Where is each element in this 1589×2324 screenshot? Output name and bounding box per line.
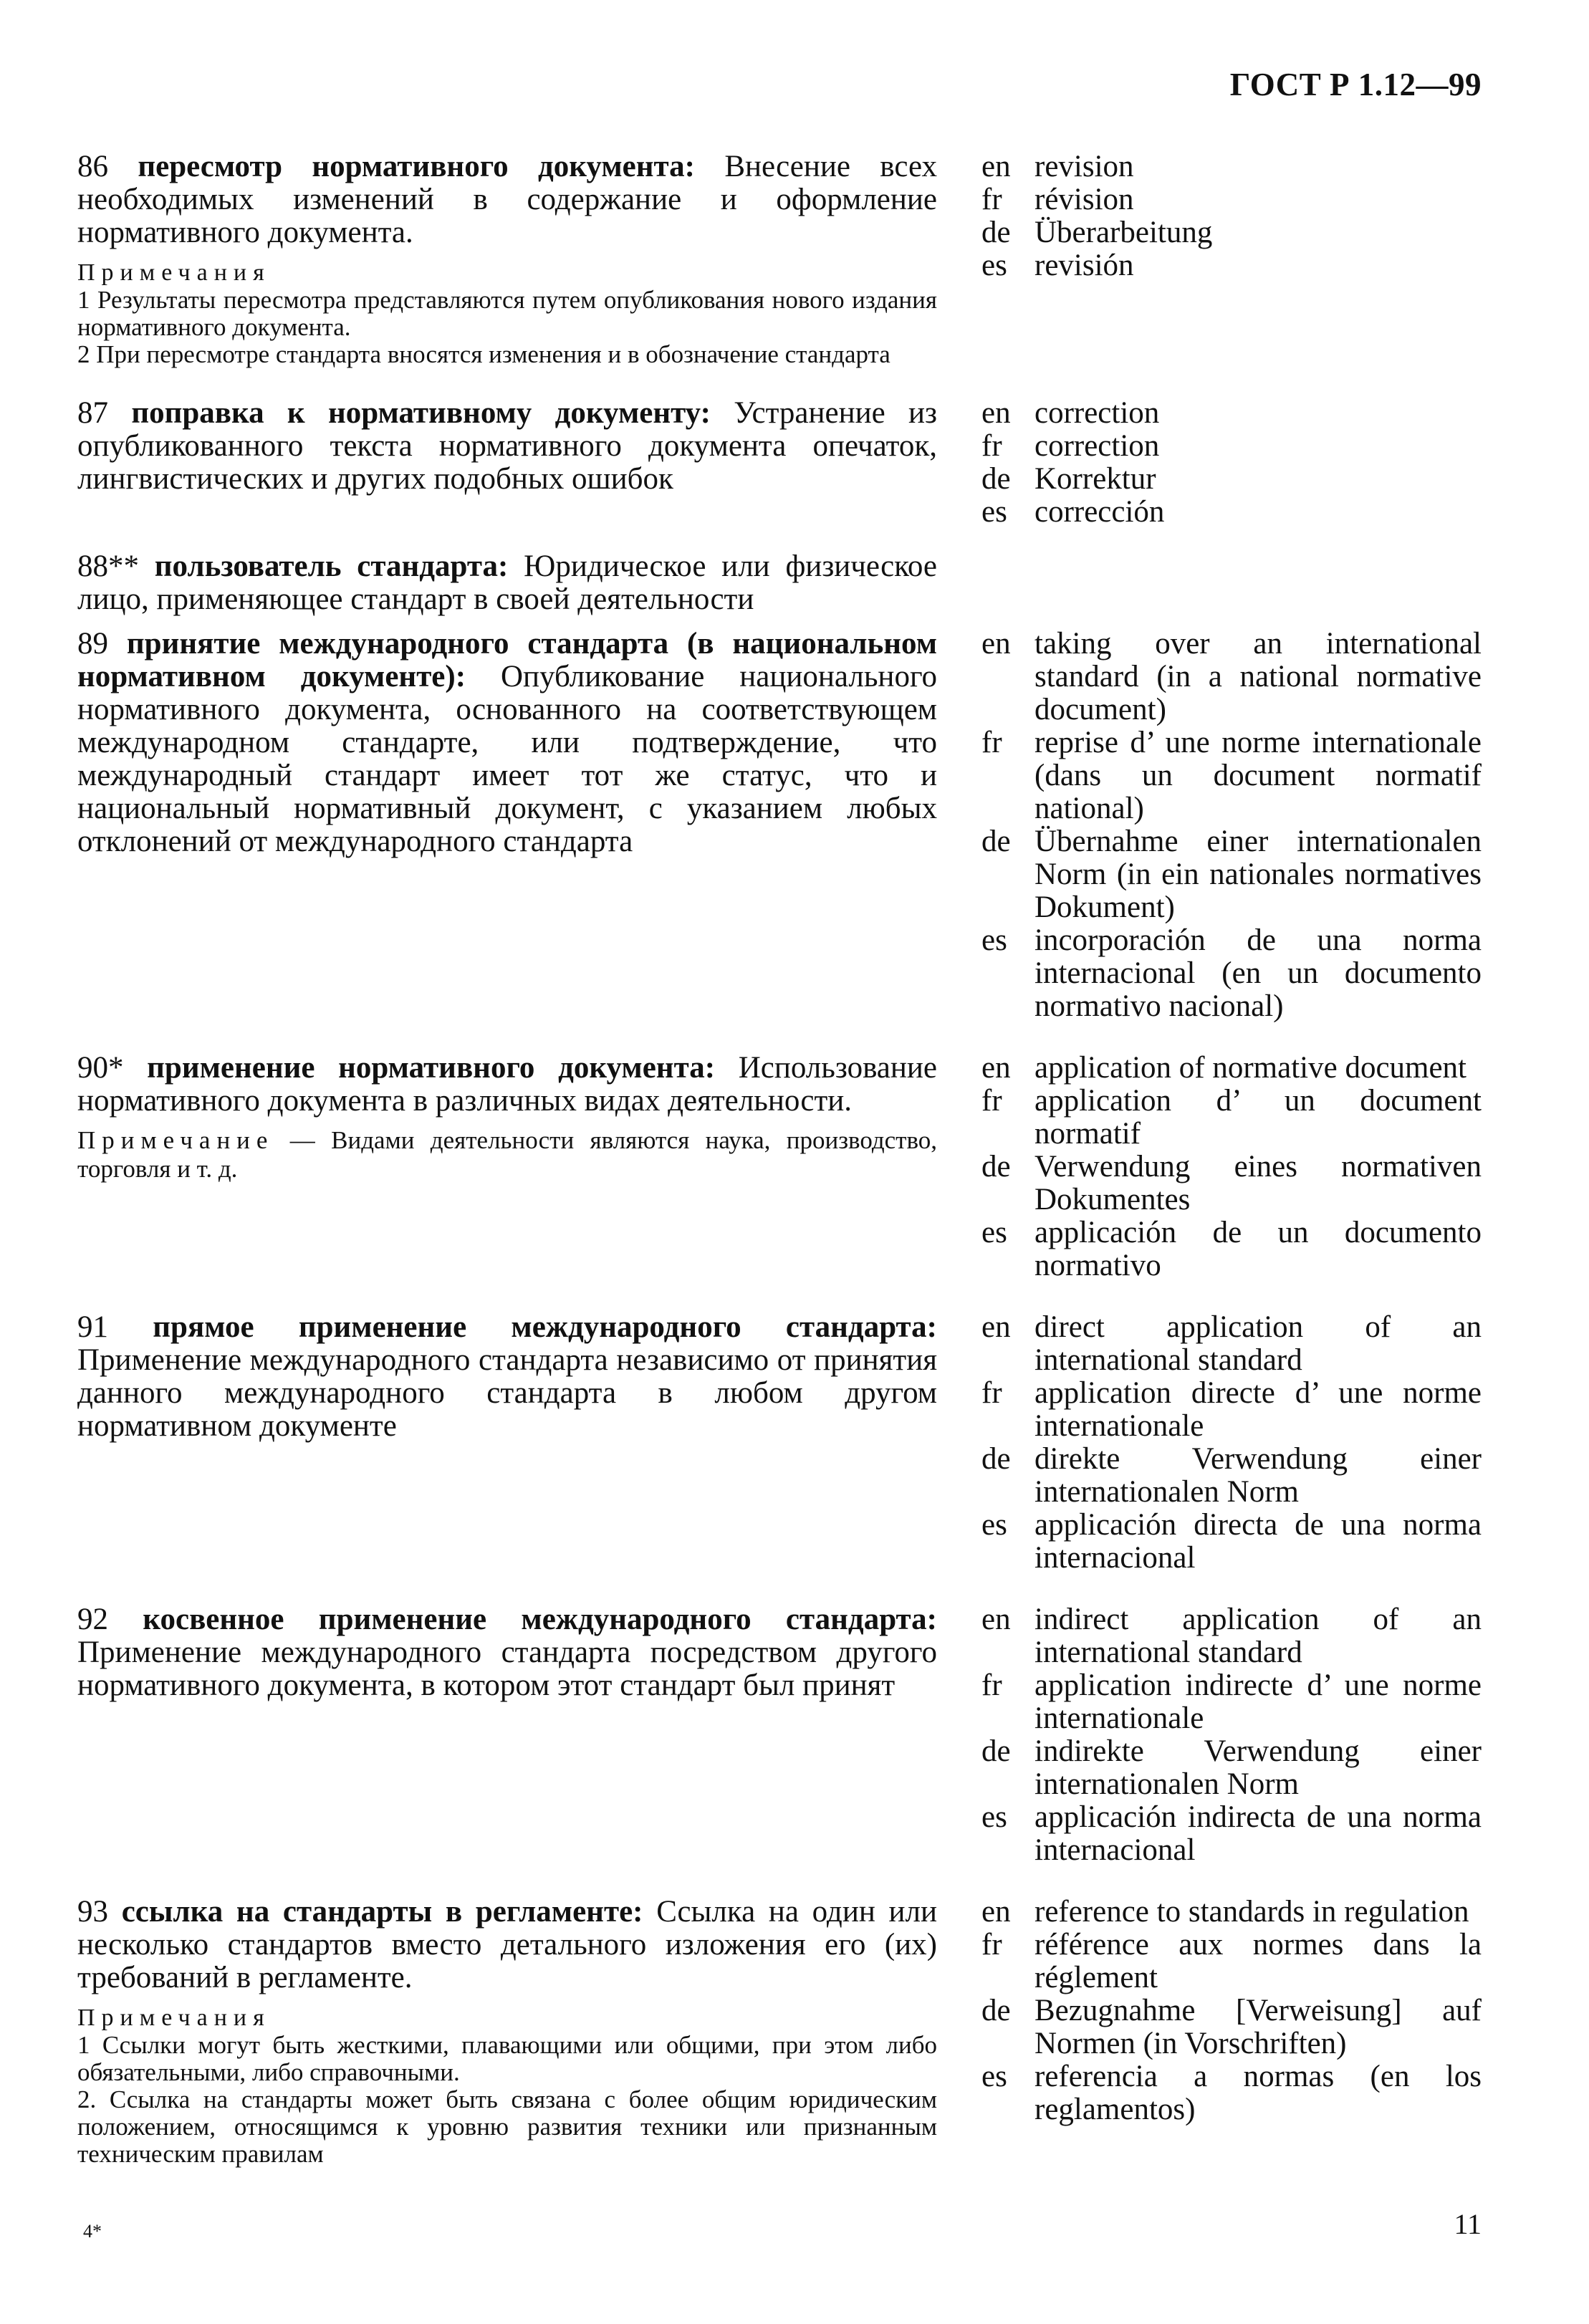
translation-de <box>981 1994 1482 2060</box>
translation-de <box>981 825 1482 924</box>
entry-russian <box>77 150 937 368</box>
lang-code: fr <box>981 429 1002 463</box>
translation-es <box>981 1801 1482 1867</box>
lang-code: es <box>981 2060 1007 2093</box>
lang-code: de <box>981 1734 1011 1768</box>
lang-code: es <box>981 1216 1007 1249</box>
translations <box>981 550 1482 616</box>
lang-code: de <box>981 1994 1011 2027</box>
translation-text: Verwendung eines normativen Dokumentes <box>1034 1150 1482 1216</box>
term-definition <box>77 550 937 616</box>
lang-code: es <box>981 923 1007 957</box>
lang-code: en <box>981 1051 1011 1085</box>
translation-text: incorporación de una norma internacional (en un documento normativo nacional) <box>1034 923 1482 1023</box>
translation-fr <box>981 1085 1482 1151</box>
translation-text: referencia a normas (en los reglamentos) <box>1034 2060 1482 2126</box>
translation-de <box>981 1735 1482 1801</box>
translation-text: revision <box>1034 150 1134 183</box>
note <box>77 1126 937 1183</box>
translation-text: correction <box>1034 429 1160 463</box>
term-number: 87 <box>77 396 108 430</box>
term-number: 93 <box>77 1895 108 1929</box>
lang-code: fr <box>981 1668 1002 1702</box>
entry-91 <box>77 1311 1482 1575</box>
translation-es <box>981 249 1482 282</box>
term-name: косвенное применение международного стандарта: <box>143 1603 938 1636</box>
term-number: 91 <box>77 1310 108 1344</box>
translation-text: reprise d’ une norme internationale (dans un document normatif national) <box>1034 726 1482 825</box>
lang-code: de <box>981 825 1011 858</box>
lang-code: es <box>981 495 1007 529</box>
entry-86 <box>77 150 1482 368</box>
entry-russian <box>77 397 937 529</box>
translation-text: reference to standards in regulation <box>1034 1895 1469 1929</box>
lang-code: en <box>981 1895 1011 1929</box>
translation-en <box>981 1311 1482 1377</box>
translation-fr <box>981 1929 1482 1994</box>
translation-fr <box>981 1377 1482 1443</box>
translation-text: Korrektur <box>1034 462 1156 496</box>
lang-code: de <box>981 462 1011 496</box>
translation-text: taking over an international standard (in a national normative document) <box>1034 627 1482 726</box>
document-code: ГОСТ Р 1.12—99 <box>1229 67 1482 102</box>
translation-text: applicación de un documento normativo <box>1034 1216 1482 1282</box>
translation-text: application indirecte d’ une norme internationale <box>1034 1668 1482 1735</box>
translation-en <box>981 1052 1482 1085</box>
translation-text: référence aux normes dans la réglement <box>1034 1928 1482 1994</box>
entry-russian <box>77 1052 937 1282</box>
translations <box>981 1603 1482 1867</box>
entry-russian <box>77 628 937 1023</box>
translation-es <box>981 496 1482 529</box>
translation-text: corrección <box>1034 495 1165 529</box>
translation-text: Überarbeitung <box>1034 216 1213 249</box>
term-definition <box>77 1603 937 1702</box>
translation-de <box>981 1443 1482 1509</box>
lang-code: en <box>981 627 1011 661</box>
entry-93 <box>77 1896 1482 2168</box>
translation-en <box>981 397 1482 430</box>
note-1: 1 Ссылки могут быть жесткими, плавающими или общими, при этом либо обязательными, либо справочными. <box>77 2031 937 2086</box>
note-label: Примечание <box>77 1126 274 1154</box>
translation-text: indirekte Verwendung einer internationalen Norm <box>1034 1734 1482 1801</box>
term-definition <box>77 1896 937 1994</box>
term-definition <box>77 628 937 858</box>
notes-title: Примечания <box>77 259 271 286</box>
lang-code: es <box>981 1800 1007 1834</box>
translations <box>981 628 1482 1023</box>
entry-87 <box>77 397 1482 529</box>
translation-text: Bezugnahme [Verweisung] auf Normen (in Vorschriften) <box>1034 1994 1482 2060</box>
translation-text: application directe d’ une norme internationale <box>1034 1376 1482 1443</box>
note-1: 1 Результаты пересмотра представляются путем опубликования нового издания нормативного документа. <box>77 286 937 341</box>
definition-text: Использование нормативного документа в различных видах деятельности. <box>77 1051 938 1118</box>
definition-text: Устранение из опубликованного текста нормативного документа опечаток, лингвистических и других подобных ошибок <box>77 396 938 496</box>
page-number: 11 <box>1454 2208 1482 2240</box>
lang-code: es <box>981 249 1007 282</box>
translation-en <box>981 150 1482 183</box>
translation-es <box>981 924 1482 1023</box>
lang-code: en <box>981 1310 1011 1344</box>
translation-en <box>981 628 1482 726</box>
translation-text: revisión <box>1034 249 1134 282</box>
term-name: ссылка на стандарты в регламенте: <box>121 1895 643 1929</box>
translation-fr <box>981 1669 1482 1735</box>
term-name: применение нормативного документа: <box>147 1051 716 1085</box>
entry-russian <box>77 1896 937 2168</box>
notes-title: Примечания <box>77 2004 271 2031</box>
signature-mark: 4* <box>83 2221 102 2242</box>
entry-89 <box>77 628 1482 1023</box>
translation-text: indirect application of an international standard <box>1034 1603 1482 1669</box>
lang-code: fr <box>981 1084 1002 1118</box>
note-2: 2 При пересмотре стандарта вносятся изменения и в обозначение стандарта <box>77 340 890 368</box>
translation-fr <box>981 430 1482 463</box>
translations <box>981 1896 1482 2168</box>
note-2: 2. Ссылка на стандарты может быть связана с более общим юридическим положением, относящимся к уровню развития техники или признанным техническим правилам <box>77 2085 937 2168</box>
translation-text: applicación directa de una norma internacional <box>1034 1508 1482 1575</box>
translation-de <box>981 216 1482 249</box>
term-name: пересмотр нормативного документа: <box>138 150 695 183</box>
terms-list <box>77 150 1482 2168</box>
entry-russian <box>77 1603 937 1867</box>
lang-code: de <box>981 1442 1011 1476</box>
term-name: принятие международного стандарта (в национальном нормативном документе): <box>77 627 937 693</box>
definition-text: Опубликование национального нормативного документа, основанного на соответствующем международном стандарте, или подтверждение, что международный стандарт имеет тот же статус, что и национальный нормативный документ, с указанием любых отклонений от международного стандарта <box>77 660 938 858</box>
definition-text: Ссылка на один или несколько стандартов вместо детального изложения его (их) требований в регламенте. <box>77 1895 938 1994</box>
term-definition <box>77 397 937 496</box>
lang-code: fr <box>981 1376 1002 1410</box>
lang-code: de <box>981 1150 1011 1183</box>
translation-text: applicación indirecta de una norma internacional <box>1034 1800 1482 1867</box>
term-number: 90* <box>77 1051 124 1085</box>
translation-text: Übernahme einer internationalen Norm (in ein nationales normatives Dokument) <box>1034 825 1482 924</box>
translations <box>981 1052 1482 1282</box>
definition-text: Внесение всех необходимых изменений в содержание и оформление нормативного документа. <box>77 150 937 249</box>
lang-code: fr <box>981 183 1002 216</box>
translation-text: révision <box>1034 183 1134 216</box>
translation-text: application of normative document <box>1034 1051 1467 1085</box>
entry-88 <box>77 550 1482 616</box>
entry-russian <box>77 550 937 616</box>
lang-code: en <box>981 396 1011 430</box>
lang-code: en <box>981 1603 1011 1636</box>
lang-code: fr <box>981 1928 1002 1962</box>
definition-text: Юридическое или физическое лицо, применяющее стандарт в своей деятельности <box>77 549 937 616</box>
translation-fr <box>981 183 1482 216</box>
term-number: 86 <box>77 150 108 183</box>
translations <box>981 150 1482 368</box>
translation-text: correction <box>1034 396 1160 430</box>
entry-90 <box>77 1052 1482 1282</box>
translation-text: direct application of an international standard <box>1034 1310 1482 1377</box>
translation-es <box>981 1509 1482 1575</box>
term-number: 88** <box>77 549 139 583</box>
note-text: — Видами деятельности являются наука, производство, торговля и т. д. <box>77 1126 937 1183</box>
lang-code: de <box>981 216 1011 249</box>
translation-en <box>981 1603 1482 1669</box>
term-number: 89 <box>77 627 108 661</box>
definition-text: Применение международного стандарта независимо от принятия данного международного стандарта в любом другом нормативном документе <box>77 1343 937 1443</box>
lang-code: en <box>981 150 1011 183</box>
term-definition <box>77 1311 937 1443</box>
definition-text: Применение международного стандарта посредством другого нормативного документа, в котором этот стандарт был принят <box>77 1636 937 1702</box>
translation-de <box>981 1151 1482 1216</box>
entry-92 <box>77 1603 1482 1867</box>
translation-es <box>981 1216 1482 1282</box>
lang-code: fr <box>981 726 1002 759</box>
translation-text: direkte Verwendung einer internationalen Norm <box>1034 1442 1482 1509</box>
term-name: прямое применение международного стандарта: <box>153 1310 938 1344</box>
translation-text: application d’ un document normatif <box>1034 1084 1482 1151</box>
translations <box>981 397 1482 529</box>
term-name: поправка к нормативному документу: <box>131 396 711 430</box>
term-definition <box>77 150 937 249</box>
translation-es <box>981 2060 1482 2126</box>
term-number: 92 <box>77 1603 108 1636</box>
entry-russian <box>77 1311 937 1575</box>
translation-en <box>981 1896 1482 1929</box>
term-definition <box>77 1052 937 1118</box>
term-name: пользователь стандарта: <box>154 549 509 583</box>
translation-de <box>981 463 1482 496</box>
translation-fr <box>981 726 1482 825</box>
translations <box>981 1311 1482 1575</box>
lang-code: es <box>981 1508 1007 1542</box>
